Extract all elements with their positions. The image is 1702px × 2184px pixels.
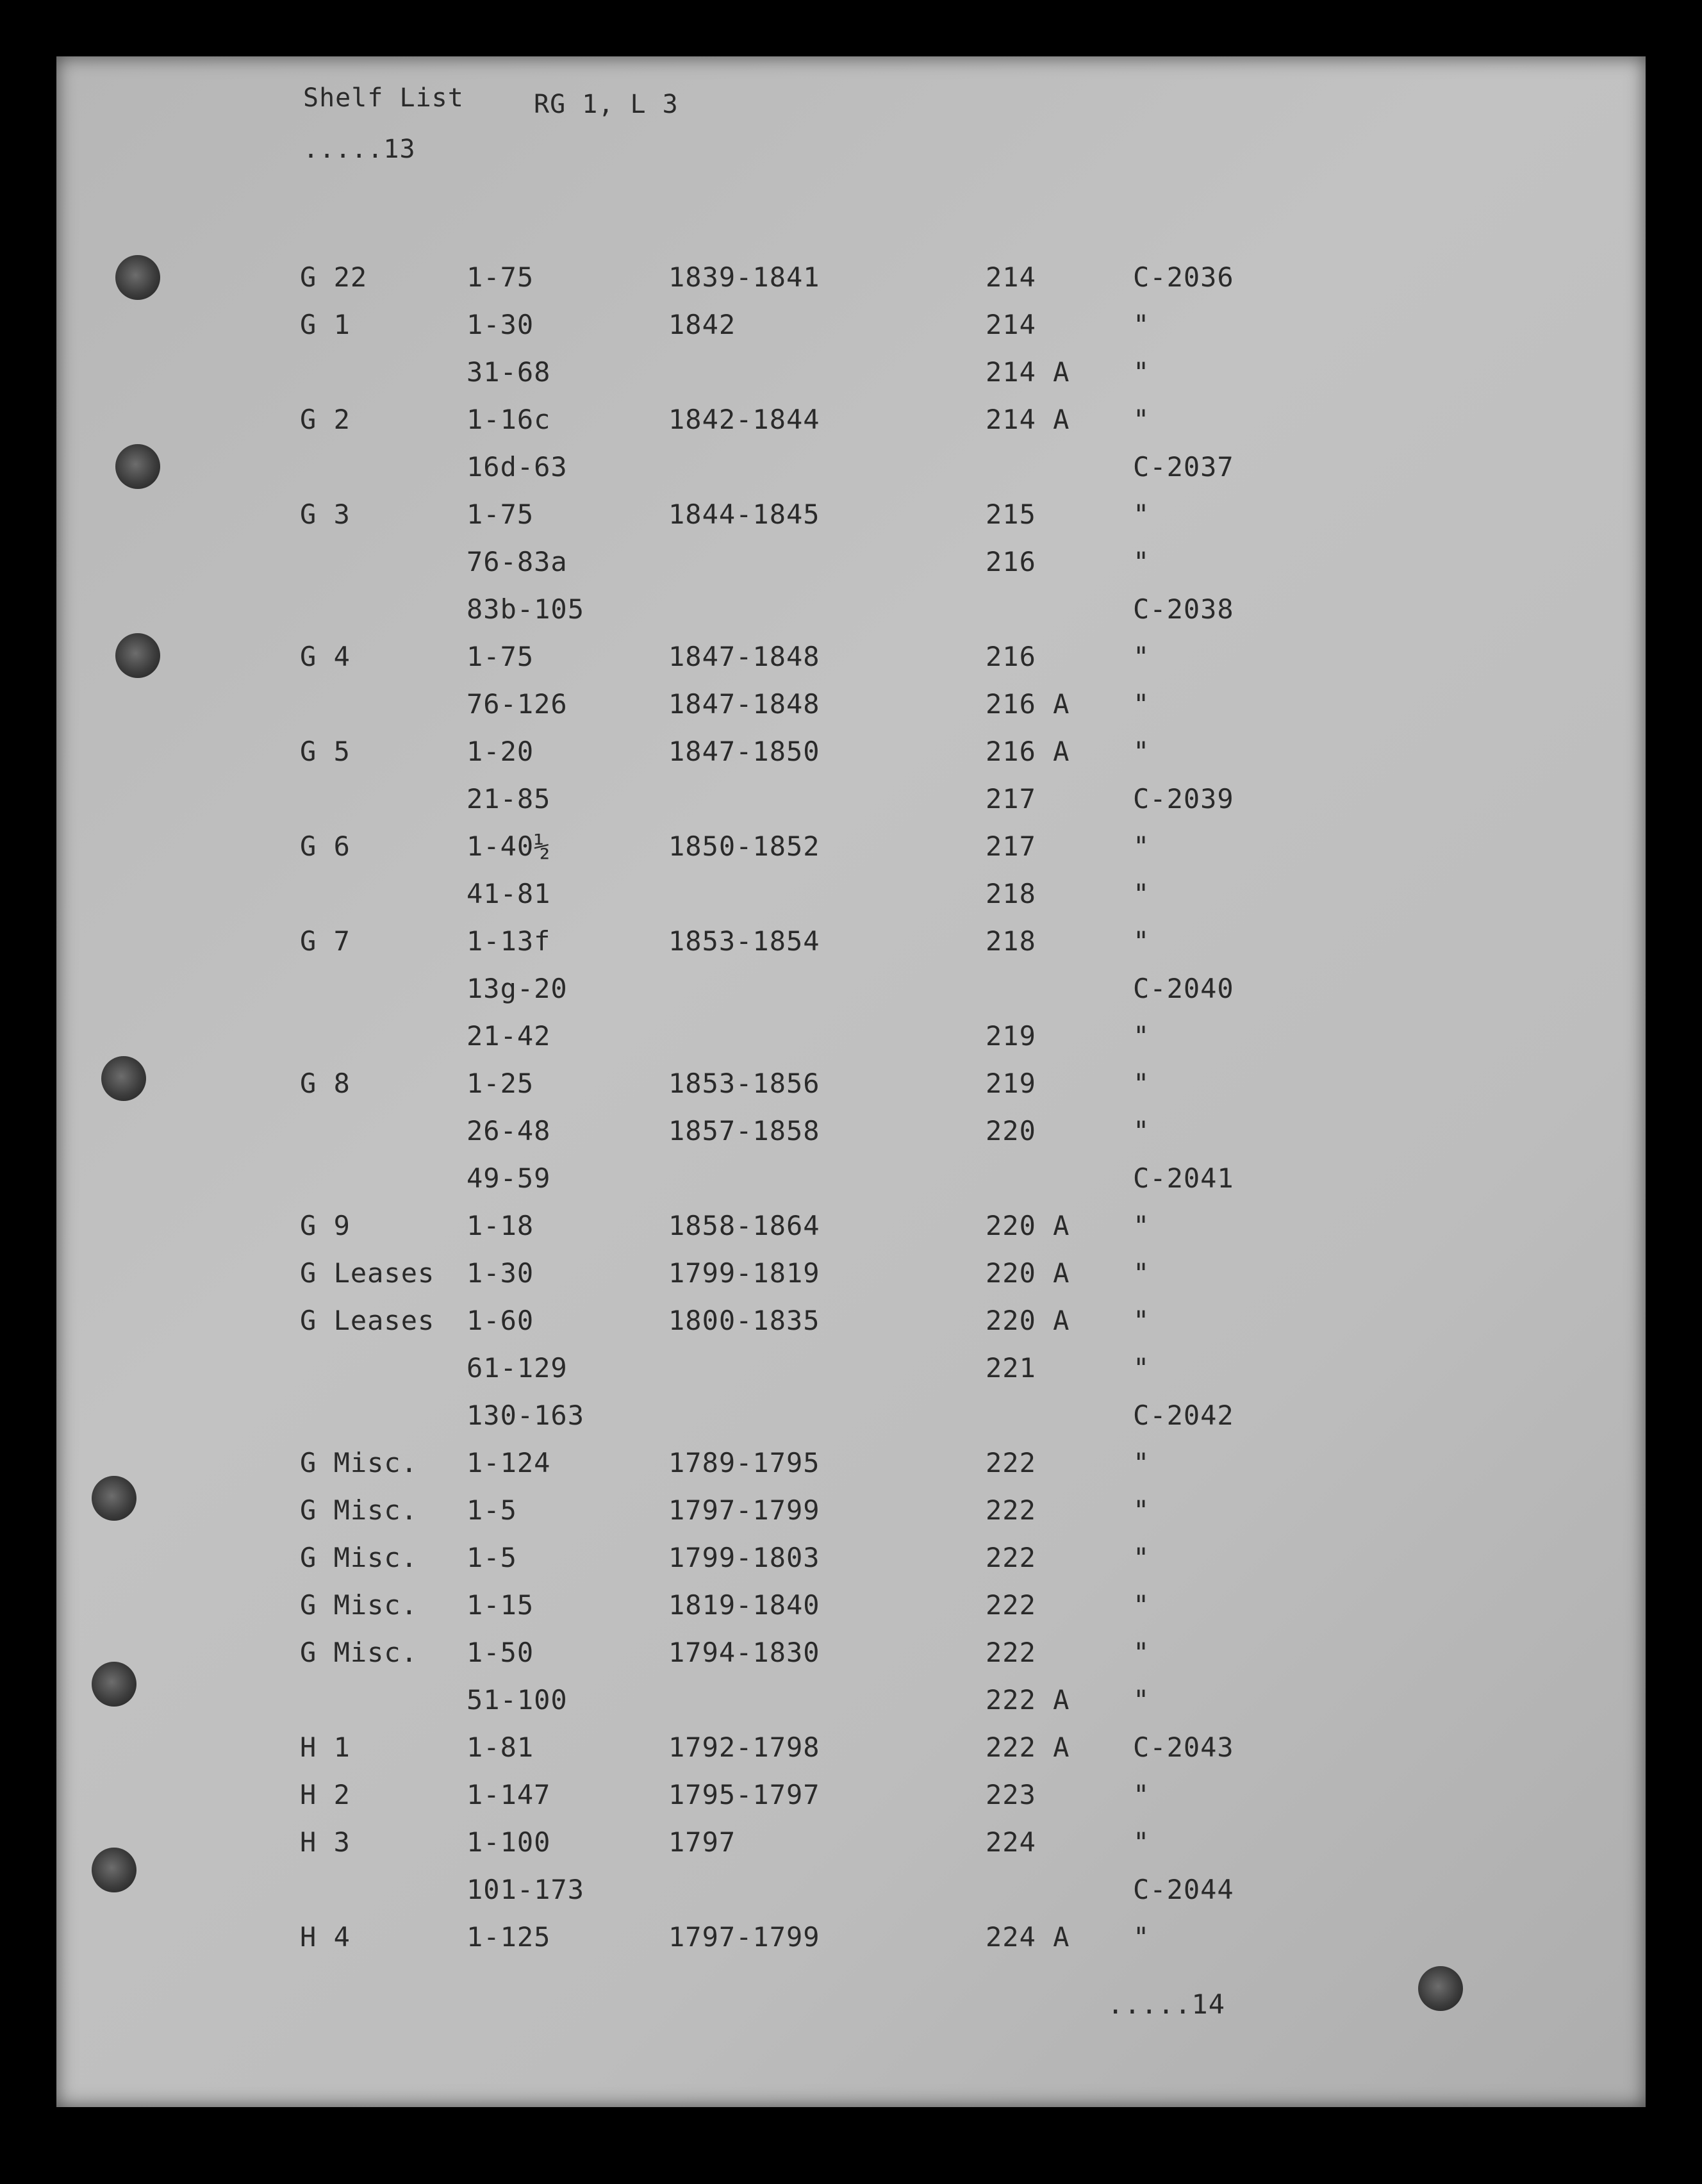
folder-range-cell: 1-30 [467,1257,534,1289]
box-number-cell: 214 A [986,404,1070,435]
folder-range-cell: 61-129 [467,1352,568,1384]
table-row [56,973,1646,1018]
table-row [56,1921,1646,1966]
date-range-cell: 1795-1797 [668,1779,820,1810]
film-reel-cell: C-2036 [1133,261,1234,293]
group-cell: H 1 [300,1732,351,1763]
film-reel-cell: C-2044 [1133,1874,1234,1905]
folder-range-cell: 1-15 [467,1589,534,1621]
date-range-cell: 1797-1799 [668,1494,820,1526]
folder-range-cell: 1-100 [467,1826,551,1858]
date-range-cell: 1819-1840 [668,1589,820,1621]
date-range-cell: 1789-1795 [668,1447,820,1478]
group-cell: G Misc. [300,1637,418,1668]
film-reel-cell: " [1133,1068,1150,1099]
film-reel-cell: " [1133,356,1150,388]
box-number-cell: 216 A [986,736,1070,767]
film-reel-cell: " [1133,1210,1150,1241]
table-row [56,1162,1646,1207]
box-number-cell: 220 [986,1115,1036,1146]
folder-range-cell: 1-16c [467,404,551,435]
film-reel-cell: " [1133,831,1150,862]
group-cell: G Leases [300,1257,435,1289]
folder-range-cell: 1-50 [467,1637,534,1668]
table-row [56,831,1646,875]
film-reel-cell: C-2043 [1133,1732,1234,1763]
group-cell: G 6 [300,831,351,862]
table-row [56,1068,1646,1113]
date-range-cell: 1794-1830 [668,1637,820,1668]
group-cell: H 4 [300,1921,351,1953]
box-number-cell: 220 A [986,1305,1070,1336]
box-number-cell: 217 [986,783,1036,815]
folder-range-cell: 130-163 [467,1400,585,1431]
folder-range-cell: 1-30 [467,309,534,340]
table-row [56,1637,1646,1682]
film-reel-cell: " [1133,1637,1150,1668]
folder-range-cell: 49-59 [467,1162,551,1194]
box-number-cell: 214 A [986,356,1070,388]
date-range-cell: 1853-1856 [668,1068,820,1099]
date-range-cell: 1800-1835 [668,1305,820,1336]
box-number-cell: 216 [986,546,1036,577]
film-reel-cell: " [1133,925,1150,957]
group-cell: H 2 [300,1779,351,1810]
film-reel-cell: " [1133,1305,1150,1336]
box-number-cell: 222 [986,1447,1036,1478]
folder-range-cell: 83b-105 [467,593,585,625]
group-cell: G 22 [300,261,368,293]
box-number-cell: 222 [986,1589,1036,1621]
table-row [56,641,1646,686]
group-cell: G 7 [300,925,351,957]
document-page [56,56,1646,2107]
film-reel-cell: " [1133,499,1150,530]
date-range-cell: 1799-1819 [668,1257,820,1289]
folder-range-cell: 41-81 [467,878,551,909]
date-range-cell: 1858-1864 [668,1210,820,1241]
table-row [56,1542,1646,1587]
folder-range-cell: 1-25 [467,1068,534,1099]
table-row [56,1494,1646,1539]
date-range-cell: 1839-1841 [668,261,820,293]
table-row [56,1447,1646,1492]
folder-range-cell: 21-42 [467,1020,551,1052]
next-page-reference: .....14 [1107,1989,1226,2020]
table-row [56,1684,1646,1729]
folder-range-cell: 1-75 [467,499,534,530]
group-cell: G 1 [300,309,351,340]
date-range-cell: 1797-1799 [668,1921,820,1953]
table-row [56,309,1646,354]
folder-range-cell: 1-18 [467,1210,534,1241]
date-range-cell: 1853-1854 [668,925,820,957]
group-cell: G 5 [300,736,351,767]
film-reel-cell: C-2039 [1133,783,1234,815]
group-cell: G Leases [300,1305,435,1336]
table-row [56,1779,1646,1824]
box-number-cell: 219 [986,1020,1036,1052]
film-reel-cell: " [1133,309,1150,340]
table-row [56,593,1646,638]
table-row [56,1115,1646,1160]
folder-range-cell: 21-85 [467,783,551,815]
box-number-cell: 222 [986,1494,1036,1526]
folder-range-cell: 26-48 [467,1115,551,1146]
page-reference: .....13 [303,135,416,164]
folder-range-cell: 76-126 [467,688,568,720]
box-number-cell: 222 [986,1542,1036,1573]
film-reel-cell: C-2040 [1133,973,1234,1004]
folder-range-cell: 1-147 [467,1779,551,1810]
box-number-cell: 220 A [986,1257,1070,1289]
shelf-list-title: Shelf List [303,83,464,113]
table-row [56,1826,1646,1871]
punch-hole [1418,1966,1463,2011]
box-number-cell: 223 [986,1779,1036,1810]
box-number-cell: 214 [986,261,1036,293]
table-row [56,1874,1646,1919]
date-range-cell: 1842 [668,309,736,340]
folder-range-cell: 1-5 [467,1542,517,1573]
folder-range-cell: 13g-20 [467,973,568,1004]
film-reel-cell: " [1133,1589,1150,1621]
table-row [56,1020,1646,1065]
film-reel-cell: " [1133,1779,1150,1810]
film-reel-cell: C-2041 [1133,1162,1234,1194]
box-number-cell: 216 A [986,688,1070,720]
box-number-cell: 224 [986,1826,1036,1858]
table-row [56,1589,1646,1634]
film-reel-cell: " [1133,1447,1150,1478]
box-number-cell: 214 [986,309,1036,340]
table-row [56,688,1646,733]
table-row [56,499,1646,543]
film-reel-cell: " [1133,546,1150,577]
date-range-cell: 1844-1845 [668,499,820,530]
folder-range-cell: 1-124 [467,1447,551,1478]
film-reel-cell: C-2037 [1133,451,1234,483]
table-row [56,261,1646,306]
group-cell: G Misc. [300,1447,418,1478]
film-reel-cell: " [1133,404,1150,435]
folder-range-cell: 1-5 [467,1494,517,1526]
folder-range-cell: 1-75 [467,641,534,672]
group-cell: G 9 [300,1210,351,1241]
table-row [56,546,1646,591]
folder-range-cell: 16d-63 [467,451,568,483]
date-range-cell: 1799-1803 [668,1542,820,1573]
table-row [56,736,1646,781]
table-row [56,1305,1646,1350]
box-number-cell: 216 [986,641,1036,672]
film-reel-cell: " [1133,1020,1150,1052]
box-number-cell: 222 [986,1637,1036,1668]
box-number-cell: 221 [986,1352,1036,1384]
date-range-cell: 1857-1858 [668,1115,820,1146]
folder-range-cell: 1-60 [467,1305,534,1336]
film-reel-cell: " [1133,688,1150,720]
table-row [56,356,1646,401]
film-reel-cell: " [1133,1542,1150,1573]
film-reel-cell: " [1133,1684,1150,1716]
box-number-cell: 224 A [986,1921,1070,1953]
folder-range-cell: 1-20 [467,736,534,767]
table-row [56,1732,1646,1776]
table-row [56,1257,1646,1302]
box-number-cell: 218 [986,878,1036,909]
folder-range-cell: 1-125 [467,1921,551,1953]
table-row [56,878,1646,923]
film-reel-cell: " [1133,1352,1150,1384]
group-cell: G Misc. [300,1542,418,1573]
table-row [56,1400,1646,1444]
folder-range-cell: 1-81 [467,1732,534,1763]
group-cell: G Misc. [300,1589,418,1621]
film-reel-cell: " [1133,1494,1150,1526]
group-cell: G Misc. [300,1494,418,1526]
folder-range-cell: 1-75 [467,261,534,293]
film-reel-cell: C-2042 [1133,1400,1234,1431]
box-number-cell: 215 [986,499,1036,530]
table-row [56,1352,1646,1397]
box-number-cell: 219 [986,1068,1036,1099]
table-row [56,1210,1646,1255]
box-number-cell: 217 [986,831,1036,862]
folder-range-cell: 51-100 [467,1684,568,1716]
box-number-cell: 222 A [986,1684,1070,1716]
film-reel-cell: " [1133,641,1150,672]
film-reel-cell: " [1133,878,1150,909]
date-range-cell: 1792-1798 [668,1732,820,1763]
table-row [56,451,1646,496]
box-number-cell: 220 A [986,1210,1070,1241]
folder-range-cell: 1-40½ [467,831,551,862]
box-number-cell: 222 A [986,1732,1070,1763]
film-reel-cell: " [1133,1826,1150,1858]
folder-range-cell: 1-13f [467,925,551,957]
date-range-cell: 1797 [668,1826,736,1858]
date-range-cell: 1847-1850 [668,736,820,767]
folder-range-cell: 76-83a [467,546,568,577]
table-row [56,783,1646,828]
folder-range-cell: 31-68 [467,356,551,388]
date-range-cell: 1847-1848 [668,688,820,720]
table-row [56,925,1646,970]
date-range-cell: 1842-1844 [668,404,820,435]
group-cell: G 3 [300,499,351,530]
film-reel-cell: " [1133,1115,1150,1146]
date-range-cell: 1850-1852 [668,831,820,862]
film-reel-cell: C-2038 [1133,593,1234,625]
date-range-cell: 1847-1848 [668,641,820,672]
film-reel-cell: " [1133,736,1150,767]
group-cell: G 4 [300,641,351,672]
table-row [56,404,1646,449]
record-group-label: RG 1, L 3 [534,90,679,119]
group-cell: G 8 [300,1068,351,1099]
group-cell: G 2 [300,404,351,435]
film-reel-cell: " [1133,1257,1150,1289]
film-reel-cell: " [1133,1921,1150,1953]
group-cell: H 3 [300,1826,351,1858]
folder-range-cell: 101-173 [467,1874,585,1905]
box-number-cell: 218 [986,925,1036,957]
